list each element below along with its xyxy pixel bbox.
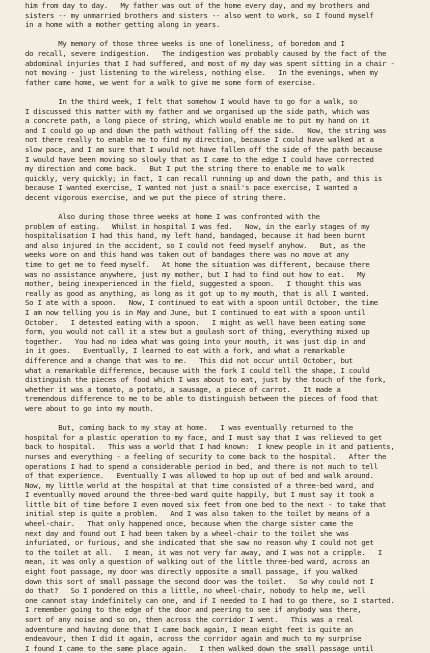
text-line: infuriated, or furious, and she indicated that she saw no reason why I could not get (25, 538, 374, 548)
text-line: initial step is quite a problem. And I was also taken to the toilet by means of a (25, 509, 370, 519)
text-line: abdominal injuries that I had suffered, and most of my day was spent sitting in a chair - (25, 58, 395, 68)
text-line: So I ate with a spoon. Now, I continued to eat with a spoon until October, the time (25, 298, 378, 308)
text-line: decent vigorous exercise, and we put the piece of string there. (25, 192, 287, 202)
text-line: form, you would not call it a stew but a goulash sort of thing, everything mixed up (25, 327, 370, 337)
text-line: hospital for a plastic operation to my face, and I must say that I was relieved to get (25, 432, 383, 442)
text-line: back to hospital. This was a world that I had known: I knew people in it and patients, (25, 442, 395, 452)
text-line: distinguish the pieces of food which I was about to eat, just by the touch of the fork, (25, 375, 387, 385)
text-line: mother, being inexperienced in the field, suggested a spoon. I thought this was (25, 279, 362, 289)
text-line: what a remarkable difference, because with the fork I could tell the shape, I could (25, 365, 370, 375)
text-line: wheel-chair. That only happened once, because when the charge sister came the (25, 519, 353, 529)
text-line: nurses and everything - a feeling of security to come back to the hospital. After the (25, 451, 387, 461)
text-line: little bit of time before I even moved six feet from one bed to the next - to take that (25, 499, 387, 509)
text-line: whether it was a tomato, a potato, a sausage, a piece of carrot. It made a (25, 384, 341, 394)
text-line: next day and found out I had been taken by a wheel-chair to the toilet she was (25, 528, 349, 538)
paragraph-2 (25, 39, 417, 87)
text-line: and also injured in the accident, so I could not feed myself anyhow. But, as the (25, 240, 366, 250)
text-line: adventure and having done that I came back again, I mean eight feet is quite an (25, 624, 353, 634)
text-line: eight foot passage, my door was directly opposite a small passage, if you walked (25, 567, 358, 577)
text-line: I would have been moving so slowly that as I came to the edge I could have corrected (25, 154, 374, 164)
text-line: problem of eating. Whilst in hospital I was fed. Now, in the early stages of my (25, 221, 370, 231)
text-line: time to get me to feed myself. At home the situation was different, because there (25, 260, 370, 270)
text-line: sort of any noise and so on, then across the corridor I went. This was a real (25, 615, 353, 624)
text-line: sisters -- my unmarried brothers and sisters -- also went to work, so I found myself (25, 10, 374, 20)
text-line: Now, my little world at the hospital at that time consisted of a three-bed ward, and (25, 480, 374, 490)
text-line: I found I came to the same place again. I then walked down the small passage until (25, 643, 374, 653)
text-line: I remember going to the edge of the door and peering to see if anybody was there, (25, 605, 362, 615)
text-line: down this sort of small passage the second door was the toilet. So why could not I (25, 576, 374, 586)
text-line: together. You had no idea what was going into your mouth, it was just dip in and (25, 336, 366, 346)
text-line: endeavour, then I did it again, across the corridor again and much to my surprise (25, 634, 362, 644)
text-line: quickly, very quickly; in fact, I can recall running up and down the path, and this is (25, 173, 383, 183)
text-line: I am now telling you is in May and June, but I continued to eat with a spoon until (25, 308, 366, 317)
text-line: In the third week, I felt that somehow I would have to go for a walk, so (25, 96, 358, 106)
text-line: in it goes. Eventually, I learned to eat with a fork, and what a remarkable (25, 346, 345, 356)
text-line: My memory of those three weeks is one of loneliness, of boredom and I (25, 39, 345, 49)
paragraph-4 (25, 212, 417, 413)
text-line: October. I detested eating with a spoon. I might as well have been eating some (25, 317, 366, 327)
paragraph-5 (25, 423, 417, 653)
text-line: and I could go up and down the path without falling off the side. Now, the string was (25, 125, 387, 135)
text-line: were about to go into my mouth. (25, 403, 154, 413)
text-line: because I wanted exercise, I wanted not just a snail's pace exercise, I wanted a (25, 183, 358, 193)
text-line: weeks wore on and this hand was taken out of bandages there was no move at any (25, 250, 349, 260)
paragraph-1 (25, 1, 417, 30)
text-line: of that experience. Eventually I was allowed to hop up out of bed and walk around. (25, 471, 374, 481)
paragraph-3 (25, 97, 417, 203)
text-line: tremendous difference to me to be able to distinguish between the pieces of food that (25, 394, 378, 404)
text-line: not moving - just listening to the wireless, nothing else. In the evenings, when my (25, 68, 378, 78)
text-line: do that? So I pondered on this a little, no wheel-chair, nobody to help me, well (25, 586, 366, 596)
text-line: him from day to day. My father was out of the home every day, and my brothers and (25, 1, 370, 10)
text-line: my direction and come back. But I put the string there to enable me to walk (25, 164, 345, 174)
page-text (25, 1, 417, 653)
text-line: I discussed this matter with my father and we organised up the side path, which was (25, 106, 370, 116)
text-line: slow pace, and I am sure that I would not have fallen off the side of the path because (25, 144, 383, 154)
text-line: really as good as anything, as long as it got up to my mouth, that is all I wanted. (25, 288, 370, 298)
text-line: But, coming back to my stay at home. I was eventually returned to the (25, 423, 353, 433)
text-line: one cannot stay indefinitely can one, and if I needed to I had to go there, so I started. (25, 595, 395, 605)
text-line: to the toilet at all. I mean, it was not very far away, and I was not a cripple. I (25, 547, 383, 557)
text-line: mean, it was only a question of walking out of the little three-bed ward, across an (25, 557, 370, 567)
text-line: operations I had to spend a considerable period in bed, and there is not much to tell (25, 461, 378, 471)
text-line: Also during those three weeks at home I was confronted with the (25, 212, 320, 222)
text-line: not there really to enable me to find my direction, because I could have walked at a (25, 135, 374, 145)
text-line: was no assistance anywhere, just my mother, but I had to find out how to eat. My (25, 269, 366, 279)
text-line: a concrete path, a long piece of string, which would enable me to put my hand on it (25, 116, 370, 126)
text-line: in a home with a mother getting along in years. (25, 20, 221, 30)
text-line: difference and a change that was to me. This did not occur until October, but (25, 355, 353, 365)
text-line: father came home, we went for a walk to give me some form of exercise. (25, 77, 316, 87)
text-line: do recall, severe indigestion. The indigestion was probably caused by the fact of the (25, 48, 387, 58)
text-line: I eventually moved around the three-bed ward quite happily, but I must say it took a (25, 490, 374, 500)
text-line: hospitalisation I had this hand, my left hand, bandaged, because it had been burnt (25, 231, 366, 241)
